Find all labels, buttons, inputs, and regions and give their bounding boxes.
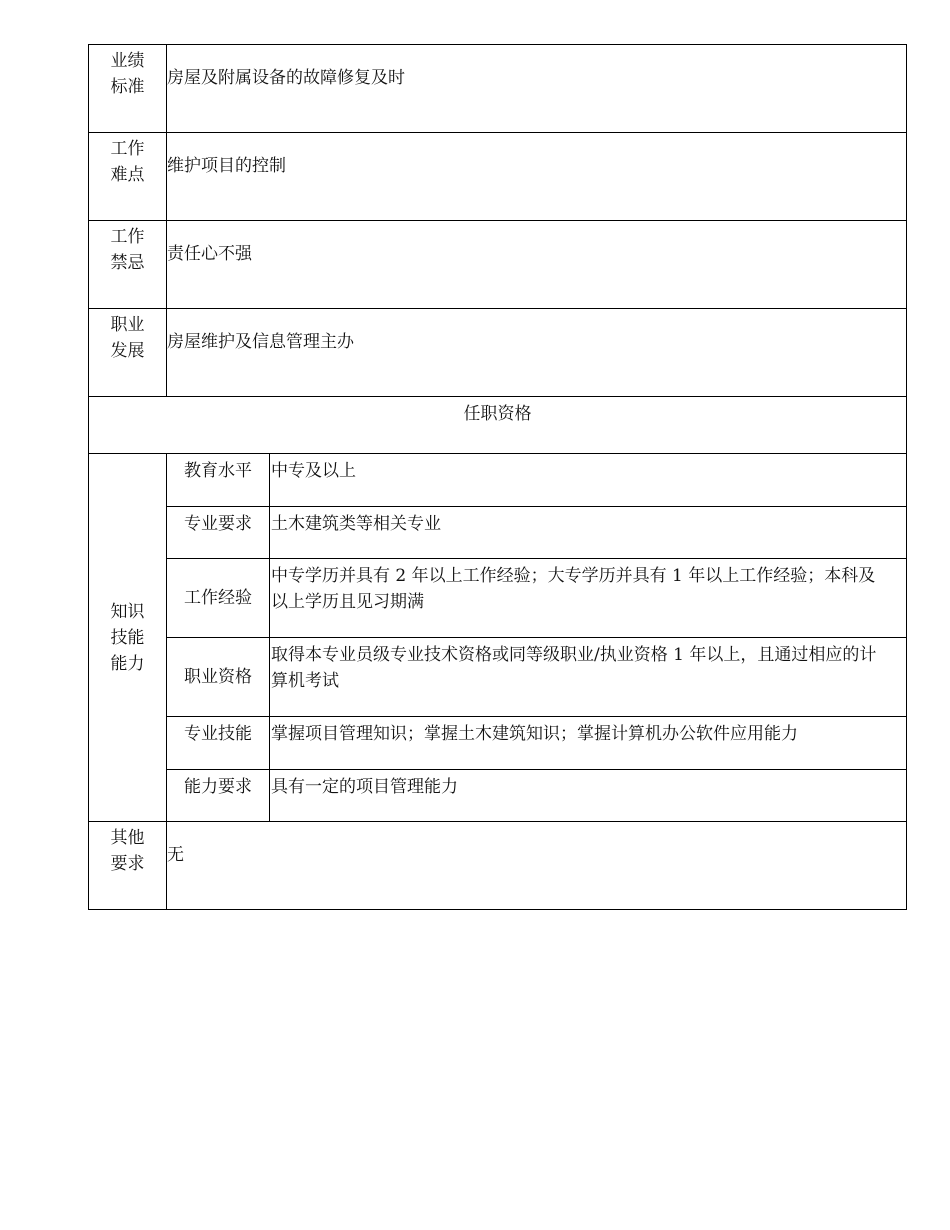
work-experience-value: 中专学历并具有 2 年以上工作经验；大专学历并具有 1 年以上工作经验；本科及以上学历且见习期满 [270, 559, 907, 638]
row-career-development [89, 309, 907, 397]
work-taboo-value: 责任心不强 [167, 221, 907, 309]
other-requirements-value: 无 [167, 822, 907, 910]
ability-requirement-value: 具有一定的项目管理能力 [270, 770, 907, 822]
row-other-requirements [89, 822, 907, 910]
work-taboo-header: 工作 禁忌 [89, 221, 167, 309]
row-work-taboo [89, 221, 907, 309]
row-work-difficulty [89, 133, 907, 221]
qualifications-title: 任职资格 [89, 397, 907, 454]
row-qualifications-title [89, 397, 907, 454]
major-requirement-value: 土木建筑类等相关专业 [270, 507, 907, 559]
work-difficulty-value: 维护项目的控制 [167, 133, 907, 221]
education-level-label: 教育水平 [167, 454, 270, 507]
qualification-row [89, 717, 907, 770]
major-requirement-label: 专业要求 [167, 507, 270, 559]
career-development-header: 职业 发展 [89, 309, 167, 397]
work-experience-label: 工作经验 [167, 559, 270, 638]
row-performance-standard [89, 45, 907, 133]
education-level-value: 中专及以上 [270, 454, 907, 507]
qualification-row [89, 559, 907, 638]
performance-standard-value: 房屋及附属设备的故障修复及时 [167, 45, 907, 133]
qualification-row [89, 507, 907, 559]
other-requirements-header: 其他 要求 [89, 822, 167, 910]
work-difficulty-header: 工作 难点 [89, 133, 167, 221]
professional-qualification-label: 职业资格 [167, 638, 270, 717]
professional-skills-label: 专业技能 [167, 717, 270, 770]
professional-qualification-value: 取得本专业员级专业技术资格或同等级职业/执业资格 1 年以上，且通过相应的计算机考试 [270, 638, 907, 717]
knowledge-skills-ability-header: 知识 技能 能力 [89, 454, 167, 822]
qualification-row [89, 638, 907, 717]
performance-standard-header: 业绩 标准 [89, 45, 167, 133]
qualification-row [89, 454, 907, 507]
career-development-value: 房屋维护及信息管理主办 [167, 309, 907, 397]
ability-requirement-label: 能力要求 [167, 770, 270, 822]
job-description-table [88, 44, 907, 910]
professional-skills-value: 掌握项目管理知识；掌握土木建筑知识；掌握计算机办公软件应用能力 [270, 717, 907, 770]
qualification-row [89, 770, 907, 822]
